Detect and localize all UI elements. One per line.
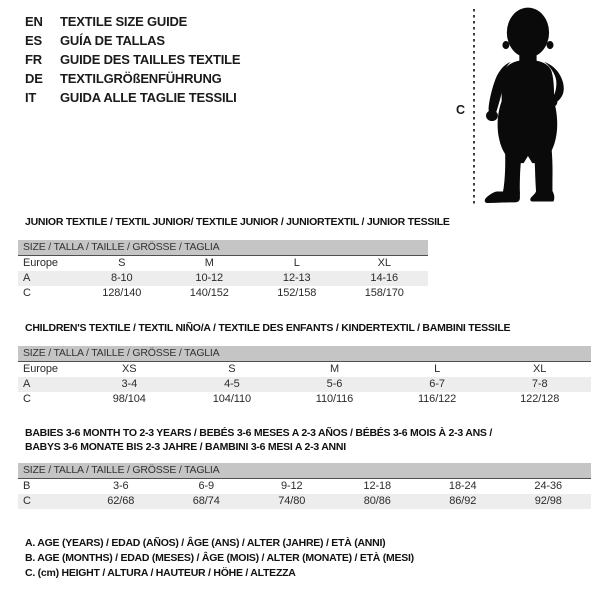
junior-table-title: JUNIOR TEXTILE / TEXTIL JUNIOR/ TEXTILE JUNIOR / JUNIORTEXTIL / JUNIOR TESSILE	[25, 216, 450, 228]
cell: 110/116	[315, 393, 354, 405]
children-table-title: CHILDREN'S TEXTILE / TEXTIL NIÑO/A / TEXTILE DES ENFANTS / KINDERTEXTIL / BAMBINI TESSILE	[25, 322, 511, 334]
cell: 98/104	[112, 393, 146, 405]
row-label: A	[18, 377, 78, 392]
cell: 24-36	[534, 480, 563, 492]
cell: 158/170	[364, 287, 404, 299]
cell: 140/152	[189, 287, 229, 299]
cell: XS	[122, 363, 137, 375]
cell: 7-8	[488, 377, 591, 392]
lang-label: TEXTILGRÖßENFÜHRUNG	[60, 71, 222, 86]
table-row	[18, 479, 591, 495]
size-header-band	[18, 463, 591, 479]
row-label: Europe	[23, 363, 58, 375]
row-label: A	[18, 271, 78, 286]
table-row	[18, 286, 428, 301]
lang-code: FR	[25, 52, 42, 67]
table-row	[18, 392, 591, 407]
footnote-height-cm: C. (cm) HEIGHT / ALTURA / HAUTEUR / HÖHE / ALTEZZA	[25, 567, 296, 579]
cell: L	[293, 257, 300, 269]
footnote-age-years: A. AGE (YEARS) / EDAD (AÑOS) / ÂGE (ANS) / ALTER (JAHRE) / ETÀ (ANNI)	[25, 537, 386, 549]
size-header-label: SIZE / TALLA / TAILLE / GRÖSSE / TAGLIA	[18, 463, 591, 479]
cell: 6-9	[198, 480, 215, 492]
cell: 3-6	[112, 480, 129, 492]
language-header	[25, 12, 240, 107]
lang-label: TEXTILE SIZE GUIDE	[60, 14, 188, 29]
cell: 152/158	[277, 287, 317, 299]
babies-title-line-1: BABIES 3-6 MONTH TO 2-3 YEARS / BEBÉS 3-6 MESES A 2-3 AÑOS / BÉBÉS 3-6 MOIS À 2-3 ANS /	[25, 427, 493, 439]
size-header-label: SIZE / TALLA / TAILLE / GRÖSSE / TAGLIA	[18, 240, 428, 256]
height-measure-dotted-line	[473, 9, 475, 206]
cell: 14-16	[341, 271, 429, 286]
lang-label: GUIDE DES TAILLES TEXTILE	[60, 52, 241, 67]
size-header-band	[18, 240, 428, 256]
lang-code: EN	[25, 14, 43, 29]
cell: 104/110	[212, 393, 252, 405]
lang-row-fr	[25, 50, 240, 69]
lang-label: GUIDA ALLE TAGLIE TESSILI	[60, 90, 237, 105]
lang-code: IT	[25, 90, 37, 105]
table-row	[18, 494, 591, 509]
babies-table-title	[25, 427, 492, 454]
cell: S	[118, 257, 126, 269]
table-row	[18, 377, 591, 392]
row-label: C	[18, 494, 78, 509]
row-label: C	[23, 393, 31, 405]
figure-measure-label: C	[456, 103, 466, 117]
cell: 86/92	[420, 494, 506, 509]
cell: 128/140	[102, 287, 142, 299]
lang-row-it	[25, 88, 240, 107]
cell: 6-7	[386, 377, 489, 392]
cell: XL	[377, 257, 391, 269]
cell: 18-24	[448, 480, 477, 492]
cell: 12-18	[363, 480, 392, 492]
row-label: C	[23, 287, 31, 299]
babies-size-table	[18, 463, 591, 509]
table-row	[18, 256, 428, 272]
cell: M	[204, 257, 214, 269]
baby-silhouette-icon	[479, 6, 575, 208]
table-row	[18, 362, 591, 378]
cell: 3-4	[78, 377, 181, 392]
cell: 5-6	[283, 377, 386, 392]
cell: M	[329, 363, 340, 375]
cell: 80/86	[335, 494, 421, 509]
cell: 116/122	[417, 393, 457, 405]
cell: 122/128	[520, 393, 560, 405]
cell: 10-12	[166, 271, 254, 286]
size-header-band	[18, 346, 591, 362]
lang-code: DE	[25, 71, 43, 86]
row-label: B	[23, 480, 31, 492]
cell: 62/68	[78, 494, 164, 509]
cell: XL	[533, 363, 547, 375]
lang-label: GUÍA DE TALLAS	[60, 33, 165, 48]
cell: 8-10	[78, 271, 166, 286]
lang-row-es	[25, 31, 240, 50]
cell: 9-12	[280, 480, 303, 492]
cell: 4-5	[181, 377, 284, 392]
junior-size-table	[18, 240, 428, 301]
table-row	[18, 271, 428, 286]
row-label: Europe	[23, 257, 58, 269]
footnote-age-months: B. AGE (MONTHS) / EDAD (MESES) / ÂGE (MOIS) / ALTER (MONATE) / ETÀ (MESI)	[25, 552, 414, 564]
cell: L	[434, 363, 441, 375]
cell: 68/74	[164, 494, 250, 509]
lang-row-de	[25, 69, 240, 88]
lang-row-en	[25, 12, 240, 31]
cell: S	[228, 363, 236, 375]
children-size-table	[18, 346, 591, 407]
lang-code: ES	[25, 33, 42, 48]
cell: 12-13	[253, 271, 341, 286]
babies-title-line-2: BABYS 3-6 MONATE BIS 2-3 JAHRE / BAMBINI 3-6 MESI A 2-3 ANNI	[25, 440, 346, 453]
cell: 92/98	[506, 494, 592, 509]
size-header-label: SIZE / TALLA / TAILLE / GRÖSSE / TAGLIA	[18, 346, 591, 362]
cell: 74/80	[249, 494, 335, 509]
